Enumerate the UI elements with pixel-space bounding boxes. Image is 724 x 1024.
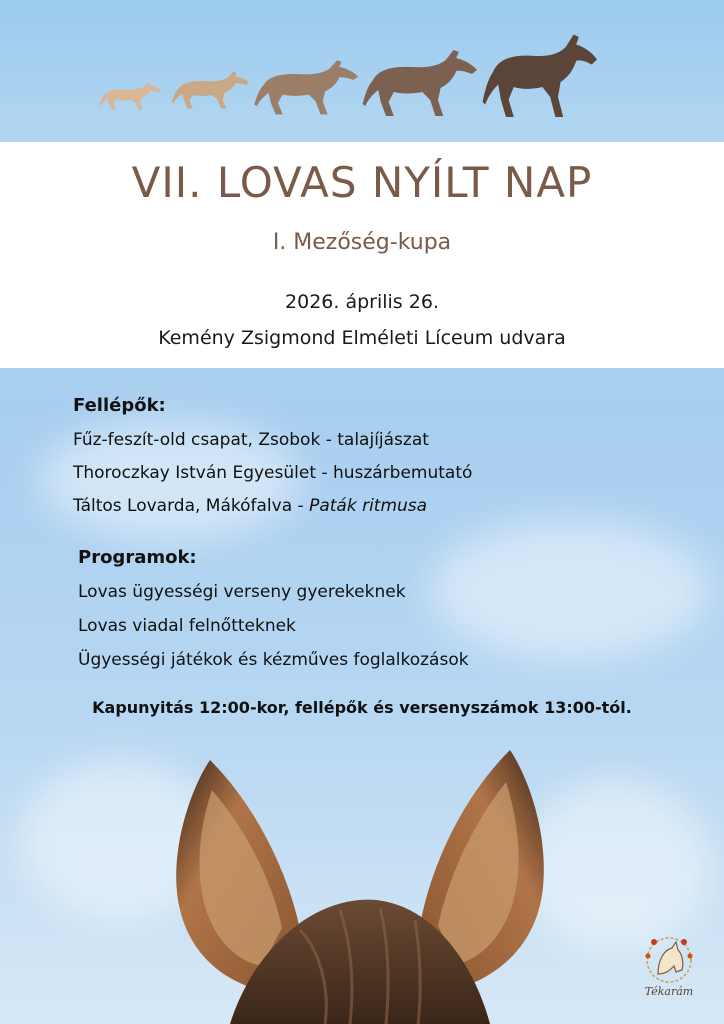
- performer-item: [73, 496, 427, 516]
- horse-evolution-illustration: [0, 0, 724, 142]
- event-venue: Kemény Zsigmond Elméleti Líceum udvara: [158, 327, 566, 349]
- horse-ears-photo: [150, 730, 570, 1024]
- horse-silhouette-2: [172, 72, 249, 109]
- performers-heading: Fellépők:: [73, 395, 166, 416]
- horse-silhouette-5: [483, 35, 597, 118]
- cloud: [430, 520, 710, 660]
- opening-times: Kapunyitás 12:00-kor, fellépők és versenyszámok 13:00-tól.: [92, 698, 632, 717]
- performer-item: Thoroczkay István Egyesület - huszárbemutató: [73, 463, 473, 483]
- program-item: Lovas viadal felnőtteknek: [78, 616, 296, 636]
- horse-silhouette-4: [363, 50, 477, 116]
- program-item: Lovas ügyességi verseny gyerekeknek: [78, 582, 406, 602]
- program-item: Ügyességi játékok és kézműves foglalkozások: [78, 650, 469, 670]
- performer-text: Táltos Lovarda, Mákófalva -: [73, 496, 310, 516]
- event-date: 2026. április 26.: [285, 291, 439, 313]
- horse-silhouette-3: [254, 60, 358, 114]
- logo-text: Tékarám: [644, 985, 694, 998]
- event-title: VII. LOVAS NYÍLT NAP: [131, 158, 593, 207]
- programs-heading: Programok:: [78, 547, 197, 568]
- horse-silhouette-1: [99, 82, 161, 110]
- performer-item: Fűz-feszít-old csapat, Zsobok - talajíjászat: [73, 430, 429, 450]
- event-subtitle: I. Mezőség-kupa: [272, 230, 452, 255]
- performer-italic-title: Paták ritmusa: [309, 496, 428, 516]
